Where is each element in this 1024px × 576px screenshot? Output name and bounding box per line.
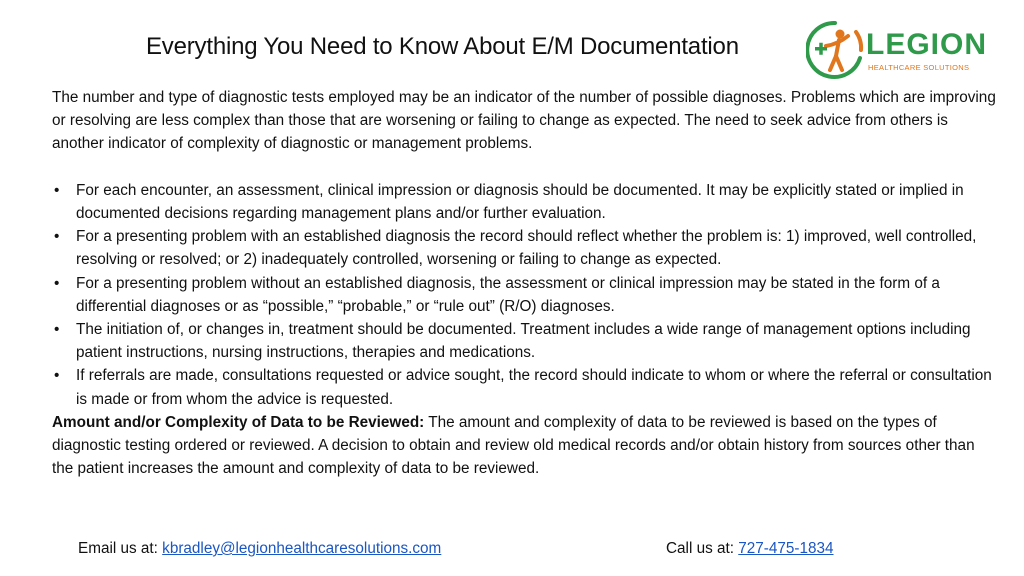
bullet-item [52,225,997,271]
bullet-item [52,272,997,318]
slide-body [52,86,997,480]
bullet-item [52,318,997,364]
bullet-dot: • [54,228,60,246]
logo-tagline: HEALTHCARE SOLUTIONS [868,63,970,72]
bullet-dot: • [54,274,60,292]
bullet-item [52,364,997,410]
bullet-text: For a presenting problem with an established diagnosis the record should reflect whether the problem is: 1) improved, well controlled, resolving or resolved; or 2) inadequately controlled, worsening or failing to change as expected. [76,228,977,269]
email-label: Email us at: [78,540,163,557]
bullet-item [52,179,997,225]
legion-logo-icon [806,20,864,82]
page-title: Everything You Need to Know About E/M Documentation [146,33,739,60]
email-link[interactable]: kbradley@legionhealthcaresolutions.com [162,540,442,557]
bullet-dot: • [54,367,60,385]
intro-paragraph: The number and type of diagnostic tests employed may be an indicator of the number of possible diagnoses. Problems which are improving or resolving are less complex than those that are worsening or failing to change as expected. The need to seek advice from others is another indicator of complexity of diagnostic or management problems. [52,89,996,153]
data-section-heading: Amount and/or Complexity of Data to be Reviewed: [52,413,425,431]
logo-wordmark: LEGION [866,28,988,61]
paragraph-spacer [52,156,997,179]
phone-contact [666,540,834,558]
bullet-text: If referrals are made, consultations requested or advice sought, the record should indicate to whom or where the referral or consultation is made or from whom the advice is requested. [76,367,992,408]
bullet-dot: • [54,321,60,339]
bullet-text: For each encounter, an assessment, clinical impression or diagnosis should be documented. It may be explicitly stated or implied in documented decisions regarding management plans and/or further evaluation. [76,181,964,222]
phone-link[interactable]: 727-475-1834 [738,540,834,557]
phone-label: Call us at: [666,540,739,557]
bullet-text: The initiation of, or changes in, treatment should be documented. Treatment includes a wide range of management options including patient instructions, nursing instructions, therapies and medications. [76,321,971,362]
data-section-text: The amount and complexity of data to be reviewed is based on the types of diagnostic testing ordered or reviewed. A decision to obtain and review old medical records and/or obtain history from sources other than the patient increases the amount and complexity of data to be reviewed. [52,413,975,478]
bullet-list [52,179,997,411]
email-contact [78,540,441,558]
data-section-paragraph [52,411,997,481]
bullet-dot: • [54,181,60,199]
legion-logo [806,20,996,82]
bullet-text: For a presenting problem without an established diagnosis, the assessment or clinical impression may be stated in the form of a differential diagnoses or as “possible,” “probable,” or “rule out” (R/O) diagnoses. [76,274,940,315]
